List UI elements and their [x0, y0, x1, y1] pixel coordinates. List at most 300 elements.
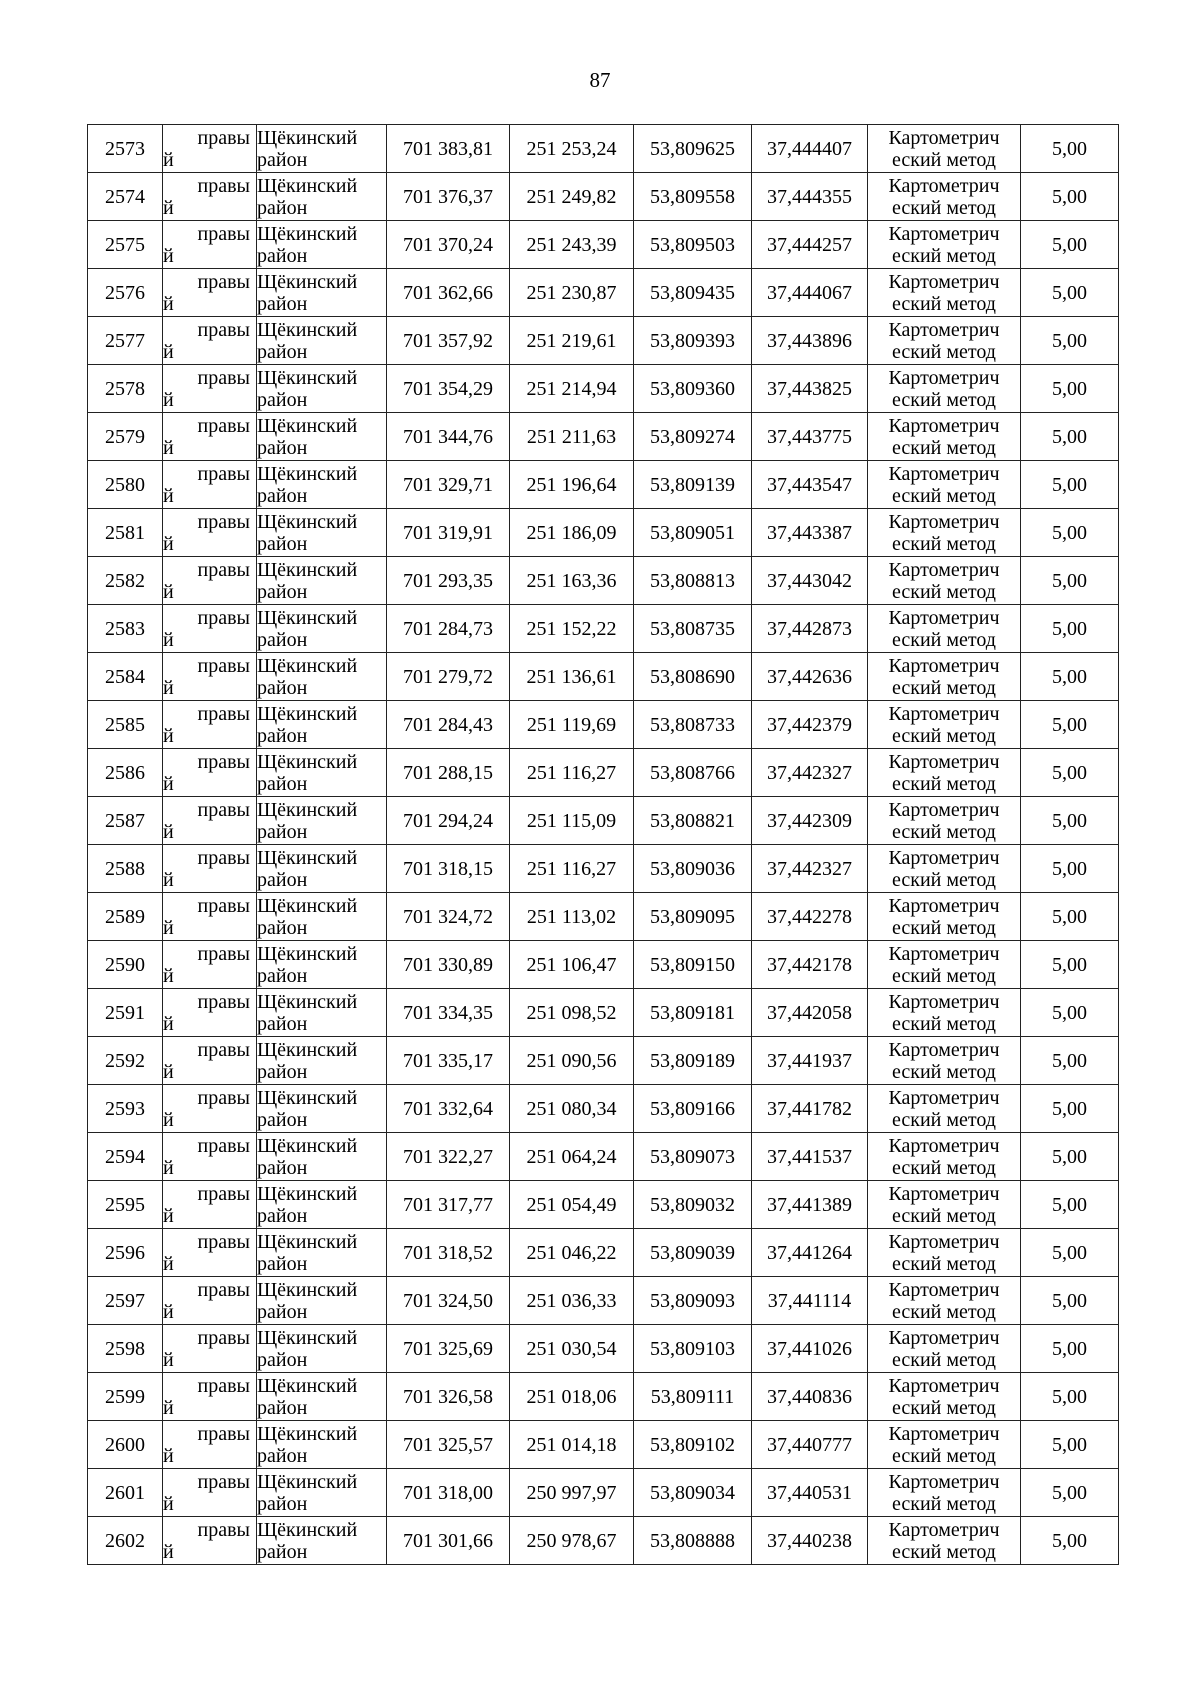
- y-coordinate-cell: 251 116,27: [510, 845, 634, 893]
- y-coordinate-cell: 251 219,61: [510, 317, 634, 365]
- latitude-cell: 53,808766: [634, 749, 752, 797]
- bank-side-cell: [163, 1469, 257, 1517]
- longitude-cell: 37,442327: [752, 845, 868, 893]
- district-name: Щёкинский: [257, 654, 358, 677]
- longitude-cell: 37,441782: [752, 1085, 868, 1133]
- district-type: район: [257, 1348, 308, 1371]
- x-coordinate-cell: 701 317,77: [387, 1181, 510, 1229]
- method-part-1: Картометрич: [888, 990, 1000, 1013]
- bank-side-part-2: й: [163, 964, 174, 987]
- latitude-cell: 53,809181: [634, 989, 752, 1037]
- method-cell: [868, 941, 1021, 989]
- bank-side-part-1: правы: [197, 270, 250, 293]
- district-type: район: [257, 1396, 308, 1419]
- bank-side-part-1: правы: [197, 558, 250, 581]
- method-cell: [868, 365, 1021, 413]
- table-row: [88, 317, 1119, 365]
- accuracy-cell: 5,00: [1021, 797, 1119, 845]
- bank-side-part-2: й: [163, 868, 174, 891]
- district-name: Щёкинский: [257, 1230, 358, 1253]
- district-cell: [257, 365, 387, 413]
- district-type: район: [257, 676, 308, 699]
- latitude-cell: 53,809189: [634, 1037, 752, 1085]
- y-coordinate-cell: 251 116,27: [510, 749, 634, 797]
- bank-side-part-1: правы: [197, 1230, 250, 1253]
- latitude-cell: 53,809103: [634, 1325, 752, 1373]
- y-coordinate-cell: 251 249,82: [510, 173, 634, 221]
- latitude-cell: 53,809150: [634, 941, 752, 989]
- x-coordinate-cell: 701 279,72: [387, 653, 510, 701]
- y-coordinate-cell: 251 196,64: [510, 461, 634, 509]
- method-cell: [868, 173, 1021, 221]
- district-type: район: [257, 196, 308, 219]
- longitude-cell: 37,440531: [752, 1469, 868, 1517]
- x-coordinate-cell: 701 319,91: [387, 509, 510, 557]
- bank-side-part-2: й: [163, 1540, 174, 1563]
- method-cell: [868, 221, 1021, 269]
- method-part-2: еский метод: [892, 148, 996, 171]
- district-name: Щёкинский: [257, 894, 358, 917]
- latitude-cell: 53,809032: [634, 1181, 752, 1229]
- table-row: [88, 701, 1119, 749]
- point-number-cell: 2600: [88, 1421, 163, 1469]
- district-name: Щёкинский: [257, 990, 358, 1013]
- longitude-cell: 37,444407: [752, 125, 868, 173]
- method-part-2: еский метод: [892, 1156, 996, 1179]
- district-cell: [257, 989, 387, 1037]
- bank-side-cell: [163, 941, 257, 989]
- longitude-cell: 37,442636: [752, 653, 868, 701]
- bank-side-part-1: правы: [197, 126, 250, 149]
- table-row: [88, 413, 1119, 461]
- method-part-1: Картометрич: [888, 510, 1000, 533]
- method-cell: [868, 509, 1021, 557]
- bank-side-part-1: правы: [197, 318, 250, 341]
- x-coordinate-cell: 701 370,24: [387, 221, 510, 269]
- bank-side-part-2: й: [163, 1444, 174, 1467]
- method-part-2: еский метод: [892, 676, 996, 699]
- district-cell: [257, 1277, 387, 1325]
- district-type: район: [257, 436, 308, 459]
- bank-side-part-2: й: [163, 628, 174, 651]
- longitude-cell: 37,443387: [752, 509, 868, 557]
- district-type: район: [257, 1252, 308, 1275]
- table-row: [88, 989, 1119, 1037]
- point-number-cell: 2576: [88, 269, 163, 317]
- x-coordinate-cell: 701 294,24: [387, 797, 510, 845]
- district-cell: [257, 1325, 387, 1373]
- method-part-1: Картометрич: [888, 846, 1000, 869]
- district-name: Щёкинский: [257, 1182, 358, 1205]
- latitude-cell: 53,809393: [634, 317, 752, 365]
- table-row: [88, 269, 1119, 317]
- table-row: [88, 1085, 1119, 1133]
- district-name: Щёкинский: [257, 462, 358, 485]
- longitude-cell: 37,440238: [752, 1517, 868, 1565]
- y-coordinate-cell: 251 119,69: [510, 701, 634, 749]
- latitude-cell: 53,808821: [634, 797, 752, 845]
- y-coordinate-cell: 250 978,67: [510, 1517, 634, 1565]
- bank-side-part-2: й: [163, 1348, 174, 1371]
- bank-side-part-2: й: [163, 1012, 174, 1035]
- bank-side-part-1: правы: [197, 846, 250, 869]
- bank-side-cell: [163, 221, 257, 269]
- accuracy-cell: 5,00: [1021, 1277, 1119, 1325]
- accuracy-cell: 5,00: [1021, 989, 1119, 1037]
- district-name: Щёкинский: [257, 1326, 358, 1349]
- point-number-cell: 2586: [88, 749, 163, 797]
- table-row: [88, 557, 1119, 605]
- point-number-cell: 2584: [88, 653, 163, 701]
- accuracy-cell: 5,00: [1021, 1133, 1119, 1181]
- district-type: район: [257, 1012, 308, 1035]
- bank-side-cell: [163, 653, 257, 701]
- district-type: район: [257, 916, 308, 939]
- method-part-1: Картометрич: [888, 1182, 1000, 1205]
- method-part-2: еский метод: [892, 292, 996, 315]
- bank-side-cell: [163, 1229, 257, 1277]
- longitude-cell: 37,441264: [752, 1229, 868, 1277]
- bank-side-part-1: правы: [197, 510, 250, 533]
- district-type: район: [257, 724, 308, 747]
- method-part-1: Картометрич: [888, 414, 1000, 437]
- x-coordinate-cell: 701 284,73: [387, 605, 510, 653]
- bank-side-part-2: й: [163, 916, 174, 939]
- point-number-cell: 2589: [88, 893, 163, 941]
- method-cell: [868, 1229, 1021, 1277]
- accuracy-cell: 5,00: [1021, 365, 1119, 413]
- point-number-cell: 2590: [88, 941, 163, 989]
- method-cell: [868, 845, 1021, 893]
- method-part-1: Картометрич: [888, 366, 1000, 389]
- method-part-2: еский метод: [892, 868, 996, 891]
- y-coordinate-cell: 251 018,06: [510, 1373, 634, 1421]
- district-name: Щёкинский: [257, 702, 358, 725]
- district-name: Щёкинский: [257, 1086, 358, 1109]
- accuracy-cell: 5,00: [1021, 653, 1119, 701]
- method-cell: [868, 1325, 1021, 1373]
- district-name: Щёкинский: [257, 174, 358, 197]
- table-row: [88, 653, 1119, 701]
- accuracy-cell: 5,00: [1021, 413, 1119, 461]
- bank-side-part-1: правы: [197, 990, 250, 1013]
- x-coordinate-cell: 701 293,35: [387, 557, 510, 605]
- district-cell: [257, 797, 387, 845]
- y-coordinate-cell: 251 054,49: [510, 1181, 634, 1229]
- y-coordinate-cell: 251 253,24: [510, 125, 634, 173]
- x-coordinate-cell: 701 376,37: [387, 173, 510, 221]
- district-cell: [257, 173, 387, 221]
- y-coordinate-cell: 251 030,54: [510, 1325, 634, 1373]
- district-name: Щёкинский: [257, 270, 358, 293]
- district-name: Щёкинский: [257, 1518, 358, 1541]
- bank-side-part-2: й: [163, 580, 174, 603]
- accuracy-cell: 5,00: [1021, 461, 1119, 509]
- accuracy-cell: 5,00: [1021, 749, 1119, 797]
- x-coordinate-cell: 701 284,43: [387, 701, 510, 749]
- bank-side-cell: [163, 557, 257, 605]
- district-type: район: [257, 532, 308, 555]
- x-coordinate-cell: 701 383,81: [387, 125, 510, 173]
- bank-side-part-2: й: [163, 532, 174, 555]
- district-cell: [257, 749, 387, 797]
- bank-side-cell: [163, 269, 257, 317]
- y-coordinate-cell: 251 014,18: [510, 1421, 634, 1469]
- bank-side-part-1: правы: [197, 1038, 250, 1061]
- x-coordinate-cell: 701 318,52: [387, 1229, 510, 1277]
- district-type: район: [257, 388, 308, 411]
- method-part-1: Картометрич: [888, 1374, 1000, 1397]
- method-cell: [868, 701, 1021, 749]
- method-cell: [868, 1181, 1021, 1229]
- bank-side-part-1: правы: [197, 1134, 250, 1157]
- bank-side-part-2: й: [163, 1492, 174, 1515]
- longitude-cell: 37,440836: [752, 1373, 868, 1421]
- bank-side-part-2: й: [163, 1156, 174, 1179]
- table-row: [88, 1469, 1119, 1517]
- method-part-2: еский метод: [892, 1348, 996, 1371]
- method-cell: [868, 797, 1021, 845]
- accuracy-cell: 5,00: [1021, 509, 1119, 557]
- method-part-1: Картометрич: [888, 174, 1000, 197]
- district-name: Щёкинский: [257, 798, 358, 821]
- longitude-cell: 37,442309: [752, 797, 868, 845]
- point-number-cell: 2597: [88, 1277, 163, 1325]
- method-cell: [868, 1037, 1021, 1085]
- longitude-cell: 37,443825: [752, 365, 868, 413]
- bank-side-cell: [163, 317, 257, 365]
- x-coordinate-cell: 701 318,00: [387, 1469, 510, 1517]
- district-name: Щёкинский: [257, 1278, 358, 1301]
- bank-side-part-2: й: [163, 676, 174, 699]
- point-number-cell: 2602: [88, 1517, 163, 1565]
- longitude-cell: 37,442058: [752, 989, 868, 1037]
- longitude-cell: 37,441937: [752, 1037, 868, 1085]
- point-number-cell: 2595: [88, 1181, 163, 1229]
- table-row: [88, 1181, 1119, 1229]
- district-type: район: [257, 1444, 308, 1467]
- accuracy-cell: 5,00: [1021, 701, 1119, 749]
- method-part-1: Картометрич: [888, 654, 1000, 677]
- table-row: [88, 509, 1119, 557]
- district-cell: [257, 509, 387, 557]
- y-coordinate-cell: 251 243,39: [510, 221, 634, 269]
- method-part-1: Картометрич: [888, 1470, 1000, 1493]
- x-coordinate-cell: 701 332,64: [387, 1085, 510, 1133]
- bank-side-cell: [163, 1181, 257, 1229]
- method-part-1: Картометрич: [888, 1422, 1000, 1445]
- longitude-cell: 37,442379: [752, 701, 868, 749]
- bank-side-part-2: й: [163, 196, 174, 219]
- latitude-cell: 53,809111: [634, 1373, 752, 1421]
- district-name: Щёкинский: [257, 1038, 358, 1061]
- bank-side-part-2: й: [163, 244, 174, 267]
- accuracy-cell: 5,00: [1021, 941, 1119, 989]
- point-number-cell: 2587: [88, 797, 163, 845]
- method-part-1: Картометрич: [888, 1518, 1000, 1541]
- district-cell: [257, 413, 387, 461]
- method-part-2: еский метод: [892, 1252, 996, 1275]
- y-coordinate-cell: 251 098,52: [510, 989, 634, 1037]
- method-cell: [868, 1421, 1021, 1469]
- district-cell: [257, 125, 387, 173]
- x-coordinate-cell: 701 357,92: [387, 317, 510, 365]
- y-coordinate-cell: 250 997,97: [510, 1469, 634, 1517]
- district-cell: [257, 1085, 387, 1133]
- bank-side-part-2: й: [163, 340, 174, 363]
- method-part-1: Картометрич: [888, 318, 1000, 341]
- coordinates-table: [87, 124, 1119, 1565]
- longitude-cell: 37,441537: [752, 1133, 868, 1181]
- longitude-cell: 37,442873: [752, 605, 868, 653]
- district-name: Щёкинский: [257, 318, 358, 341]
- table-row: [88, 1133, 1119, 1181]
- district-cell: [257, 1373, 387, 1421]
- method-part-2: еский метод: [892, 1060, 996, 1083]
- method-part-1: Картометрич: [888, 222, 1000, 245]
- bank-side-part-2: й: [163, 1060, 174, 1083]
- method-part-1: Картометрич: [888, 1038, 1000, 1061]
- table-row: [88, 1277, 1119, 1325]
- method-cell: [868, 893, 1021, 941]
- method-part-2: еский метод: [892, 1108, 996, 1131]
- district-cell: [257, 1517, 387, 1565]
- method-part-1: Картометрич: [888, 1086, 1000, 1109]
- bank-side-cell: [163, 509, 257, 557]
- bank-side-part-1: правы: [197, 1422, 250, 1445]
- method-part-2: еский метод: [892, 772, 996, 795]
- bank-side-cell: [163, 1373, 257, 1421]
- x-coordinate-cell: 701 324,72: [387, 893, 510, 941]
- district-type: район: [257, 820, 308, 843]
- district-type: район: [257, 772, 308, 795]
- latitude-cell: 53,808888: [634, 1517, 752, 1565]
- table-row: [88, 1037, 1119, 1085]
- x-coordinate-cell: 701 344,76: [387, 413, 510, 461]
- x-coordinate-cell: 701 335,17: [387, 1037, 510, 1085]
- district-cell: [257, 701, 387, 749]
- latitude-cell: 53,809625: [634, 125, 752, 173]
- latitude-cell: 53,809503: [634, 221, 752, 269]
- method-cell: [868, 125, 1021, 173]
- longitude-cell: 37,442327: [752, 749, 868, 797]
- table-row: [88, 749, 1119, 797]
- method-part-2: еский метод: [892, 1204, 996, 1227]
- method-cell: [868, 749, 1021, 797]
- accuracy-cell: 5,00: [1021, 1421, 1119, 1469]
- method-cell: [868, 269, 1021, 317]
- bank-side-cell: [163, 1421, 257, 1469]
- bank-side-part-2: й: [163, 436, 174, 459]
- district-type: район: [257, 484, 308, 507]
- district-type: район: [257, 1060, 308, 1083]
- district-cell: [257, 317, 387, 365]
- district-name: Щёкинский: [257, 510, 358, 533]
- district-type: район: [257, 1540, 308, 1563]
- accuracy-cell: 5,00: [1021, 1469, 1119, 1517]
- method-part-1: Картометрич: [888, 894, 1000, 917]
- bank-side-part-1: правы: [197, 1518, 250, 1541]
- longitude-cell: 37,443547: [752, 461, 868, 509]
- method-part-1: Картометрич: [888, 750, 1000, 773]
- table-row: [88, 1517, 1119, 1565]
- bank-side-part-1: правы: [197, 750, 250, 773]
- longitude-cell: 37,442178: [752, 941, 868, 989]
- y-coordinate-cell: 251 230,87: [510, 269, 634, 317]
- district-cell: [257, 653, 387, 701]
- bank-side-cell: [163, 1133, 257, 1181]
- district-type: район: [257, 1108, 308, 1131]
- x-coordinate-cell: 701 354,29: [387, 365, 510, 413]
- table-row: [88, 797, 1119, 845]
- method-part-2: еский метод: [892, 244, 996, 267]
- accuracy-cell: 5,00: [1021, 269, 1119, 317]
- table-row: [88, 605, 1119, 653]
- bank-side-part-2: й: [163, 388, 174, 411]
- bank-side-part-1: правы: [197, 606, 250, 629]
- method-part-2: еский метод: [892, 1540, 996, 1563]
- method-part-2: еский метод: [892, 484, 996, 507]
- table-row: [88, 1373, 1119, 1421]
- method-part-1: Картометрич: [888, 1326, 1000, 1349]
- bank-side-cell: [163, 605, 257, 653]
- method-part-2: еский метод: [892, 388, 996, 411]
- latitude-cell: 53,809073: [634, 1133, 752, 1181]
- method-cell: [868, 461, 1021, 509]
- longitude-cell: 37,443775: [752, 413, 868, 461]
- method-part-1: Картометрич: [888, 270, 1000, 293]
- bank-side-part-2: й: [163, 724, 174, 747]
- accuracy-cell: 5,00: [1021, 893, 1119, 941]
- district-type: район: [257, 1204, 308, 1227]
- table-row: [88, 1325, 1119, 1373]
- bank-side-cell: [163, 1085, 257, 1133]
- y-coordinate-cell: 251 106,47: [510, 941, 634, 989]
- district-type: район: [257, 628, 308, 651]
- bank-side-cell: [163, 1325, 257, 1373]
- longitude-cell: 37,441389: [752, 1181, 868, 1229]
- point-number-cell: 2578: [88, 365, 163, 413]
- district-name: Щёкинский: [257, 750, 358, 773]
- table-row: [88, 1229, 1119, 1277]
- district-name: Щёкинский: [257, 222, 358, 245]
- bank-side-cell: [163, 1037, 257, 1085]
- bank-side-part-2: й: [163, 1252, 174, 1275]
- bank-side-part-1: правы: [197, 702, 250, 725]
- bank-side-part-1: правы: [197, 414, 250, 437]
- x-coordinate-cell: 701 301,66: [387, 1517, 510, 1565]
- accuracy-cell: 5,00: [1021, 1181, 1119, 1229]
- table-row: [88, 125, 1119, 173]
- district-name: Щёкинский: [257, 1374, 358, 1397]
- district-type: район: [257, 148, 308, 171]
- latitude-cell: 53,809274: [634, 413, 752, 461]
- method-part-2: еский метод: [892, 628, 996, 651]
- latitude-cell: 53,808733: [634, 701, 752, 749]
- method-cell: [868, 1277, 1021, 1325]
- latitude-cell: 53,809102: [634, 1421, 752, 1469]
- latitude-cell: 53,809051: [634, 509, 752, 557]
- point-number-cell: 2596: [88, 1229, 163, 1277]
- method-part-1: Картометрич: [888, 942, 1000, 965]
- point-number-cell: 2591: [88, 989, 163, 1037]
- y-coordinate-cell: 251 115,09: [510, 797, 634, 845]
- bank-side-part-1: правы: [197, 1374, 250, 1397]
- point-number-cell: 2575: [88, 221, 163, 269]
- accuracy-cell: 5,00: [1021, 557, 1119, 605]
- bank-side-part-2: й: [163, 1204, 174, 1227]
- method-part-2: еский метод: [892, 820, 996, 843]
